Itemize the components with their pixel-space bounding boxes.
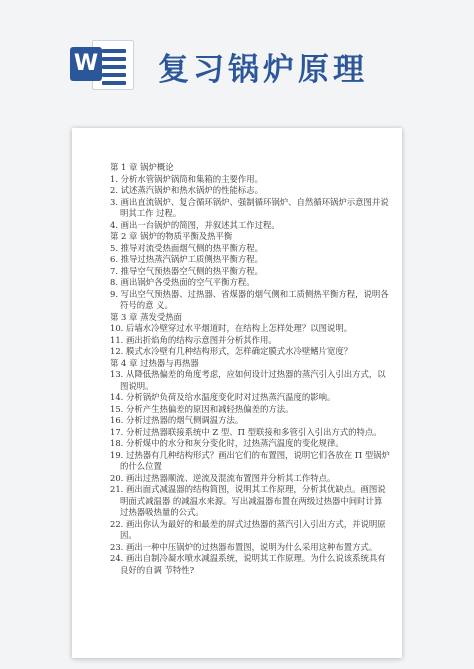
document-line: 明其工作 过程。: [120, 208, 182, 218]
document-line: 的什么位置: [120, 461, 162, 471]
document-line: 过热器吸热量的公式。: [120, 507, 204, 517]
document-line: 符号的意 义。: [120, 300, 173, 310]
document-line: 21. 画出面式减温器的结构简图，说明其工作原理，分析其优缺点。画图说: [110, 484, 386, 494]
document-line: 12. 膜式水冷壁有几种结构形式，怎样确定膜式水冷壁鳍片宽度？: [110, 346, 353, 356]
document-line: 22. 画出你认为最好的和最差的屏式过热器的蒸汽引入引出方式，并说明原: [110, 518, 386, 529]
document-line: 14. 分析锅炉负荷及给水温度变化时对过热蒸汽温度的影响。: [110, 392, 336, 402]
page-title: 复习锅炉原理: [158, 52, 368, 88]
document-line: 第 3 章 蒸发受热面: [110, 311, 182, 322]
document-line: 24. 画出自制冷凝水喷水减温系统，说明其工作原理。为什么说该系统具有: [110, 553, 386, 563]
document-body: [110, 162, 390, 576]
document-line: 3. 画出直流锅炉、复合循环锅炉、强制循环锅炉、自然循环锅炉示意图并说: [110, 196, 389, 207]
document-line: 9. 写出空气预热器、过热器、省煤器的烟气侧和工质侧热平衡方程，说明各: [110, 288, 389, 299]
document-line: 5. 推导对流受热面烟气侧的热平衡方程。: [110, 242, 264, 253]
word-letter: W: [70, 47, 102, 81]
document-line: 图说明。: [120, 380, 154, 391]
document-line: 20. 画出过热器顺流、逆流及混流布置图并分析其工作特点。: [110, 472, 336, 483]
document-line: 10. 后墙水冷壁穿过水平烟道时，在结构上怎样处理？以图说明。: [110, 323, 353, 333]
document-line: 13. 从降低热偏差的角度考虑，应如何设计过热器的蒸汽引入引出方式，以: [110, 369, 386, 379]
document-line: 第 1 章 锅炉概论: [110, 162, 174, 172]
document-line: 23. 画出一种中压锅炉的过热器布置图，说明为什么采用这种布置方式。: [110, 541, 378, 552]
document-line: 11. 画出折焰角的结构示意图并分析其作用。: [110, 334, 277, 345]
document-line: 4. 画出一台锅炉的简图，并叙述其工作过程。: [110, 219, 280, 230]
word-icon: [70, 38, 132, 90]
document-line: 2. 试述蒸汽锅炉和热水锅炉的性能标志。: [110, 185, 264, 195]
document-line: 1. 分析水管锅炉锅筒和集箱的主要作用。: [110, 173, 264, 184]
document-line: 8. 画出锅炉各受热面的空气平衡方程。: [110, 277, 255, 287]
document-page: [72, 128, 402, 658]
document-line: 第 4 章 过热器与再热器: [110, 357, 199, 368]
header: [0, 0, 474, 110]
document-line: 18. 分析煤中的水分和灰分变化时，过热蒸汽温度的变化规律。: [110, 438, 344, 448]
document-line: 明面式减温器 的减温水来源。写出减温器布置在两级过热器中间时计算: [120, 495, 383, 506]
document-line: 因。: [120, 530, 137, 540]
document-line: 17. 分析过热器联接系统中 Z 型、Π 型联接和多管引入引出方式的特点。: [110, 426, 382, 437]
document-line: 良好的自调 节特性?: [120, 564, 195, 575]
document-line: 19. 过热器有几种结构形式？画出它们的布置图，说明它们各放在 Π 型锅炉: [110, 449, 390, 460]
document-line: 16. 分析过热器的烟气侧调温方法。: [110, 415, 244, 425]
document-line: 6. 推导过热蒸汽锅炉工质侧热平衡方程。: [110, 254, 264, 264]
document-line: 15. 分析产生热偏差的原因和减轻热偏差的方法。: [110, 403, 294, 414]
document-line: 7. 推导空气预热器空气侧的热平衡方程。: [110, 265, 264, 276]
document-line: 第 2 章 锅炉的物质平衡及热平衡: [110, 231, 233, 241]
